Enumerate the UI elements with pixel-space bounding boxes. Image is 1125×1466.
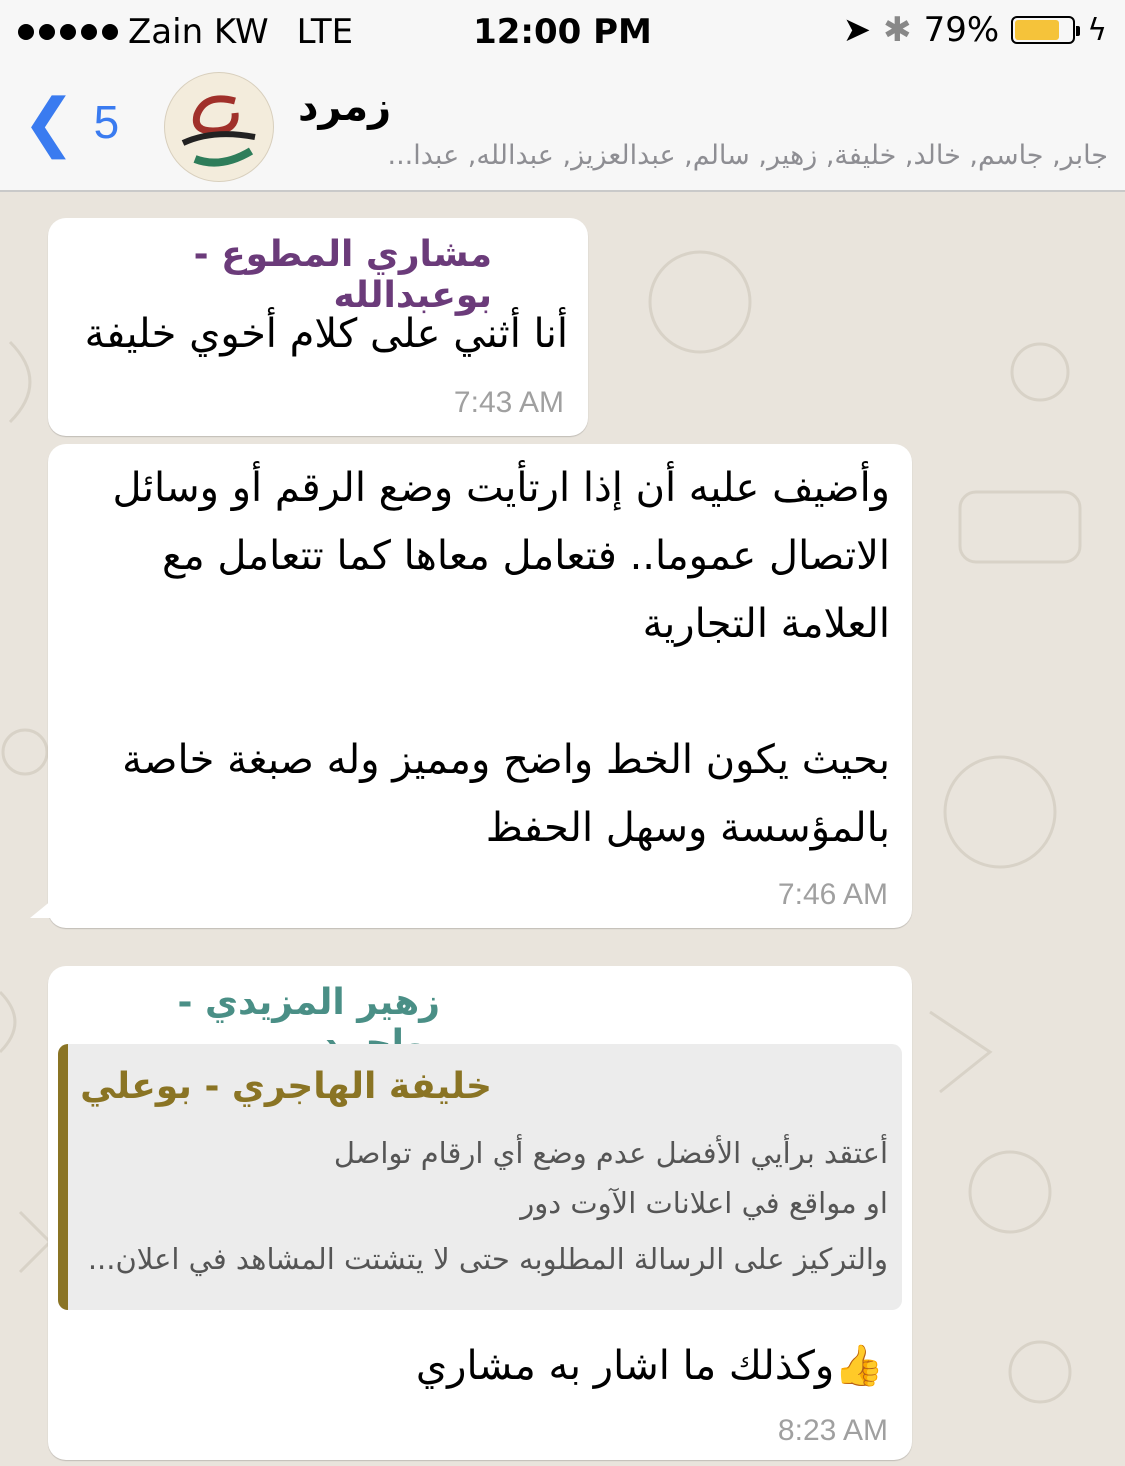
chat-header xyxy=(0,64,1125,192)
chat-title[interactable]: زمرد xyxy=(298,84,392,130)
message-line: العلامة التجارية xyxy=(642,601,890,647)
message-line: الاتصال عموما.. فتعامل معاها كما تتعامل مع xyxy=(161,533,890,579)
message-time: 8:23 AM xyxy=(777,1414,888,1447)
quoted-line: او مواقع في اعلانات الآوت دور xyxy=(520,1186,888,1220)
thumbs-up-icon: 👍 xyxy=(834,1343,884,1389)
charging-icon: ϟ xyxy=(1087,12,1107,48)
message-bubble[interactable] xyxy=(48,966,912,1460)
sender-name[interactable]: زهير المزيدي - xyxy=(177,982,440,1023)
quoted-line: أعتقد برأيي الأفضل عدم وضع أي ارقام تواصل xyxy=(333,1136,888,1170)
message-line: وأضيف عليه أن إذا ارتأيت وضع الرقم أو وسائل xyxy=(112,465,890,511)
quote-bar xyxy=(58,1044,68,1310)
message-time: 7:43 AM xyxy=(453,386,564,419)
message-text: أنا أثني على كلام أخوي خليفة xyxy=(84,311,568,357)
status-time: 12:00 PM xyxy=(473,12,652,52)
quoted-message[interactable] xyxy=(58,1044,902,1310)
location-icon: ➤ xyxy=(842,10,872,50)
battery-percent: 79% xyxy=(923,10,1000,50)
message-time: 7:46 AM xyxy=(777,878,888,911)
reply-text-content: وكذلك ما اشار به مشاري xyxy=(415,1343,835,1389)
battery-icon xyxy=(1011,16,1075,44)
bubble-tail xyxy=(30,900,52,918)
status-right xyxy=(843,10,1107,50)
group-avatar[interactable] xyxy=(164,72,274,182)
unread-count: 5 xyxy=(93,96,120,148)
carrier-name: Zain KW xyxy=(128,12,269,52)
quoted-line: والتركيز على الرسالة المطلوبه حتى لا يتشتت المشاهد في اعلان... xyxy=(87,1242,888,1276)
message-bubble[interactable] xyxy=(48,218,588,436)
status-bar xyxy=(0,0,1125,64)
participants-list[interactable]: جابر, جاسم, خالد, خليفة, زهير, سالم, عبدالعزيز, عبدالله, عبدا... xyxy=(387,140,1108,171)
back-button[interactable] xyxy=(22,86,120,158)
sender-name[interactable]: مشاري المطوع - بوعبدالله xyxy=(193,234,492,316)
message-line: بحيث يكون الخط واضح ومميز وله صبغة خاصة xyxy=(122,737,890,783)
quoted-sender: خليفة الهاجري - بوعلي xyxy=(80,1066,492,1107)
chevron-left-icon: ❮ xyxy=(22,86,76,158)
network-type: LTE xyxy=(296,12,354,52)
reply-text xyxy=(84,1332,884,1400)
bluetooth-icon: ✱ xyxy=(883,10,912,50)
message-bubble[interactable] xyxy=(48,444,912,928)
message-line: بالمؤسسة وسهل الحفظ xyxy=(485,805,890,851)
